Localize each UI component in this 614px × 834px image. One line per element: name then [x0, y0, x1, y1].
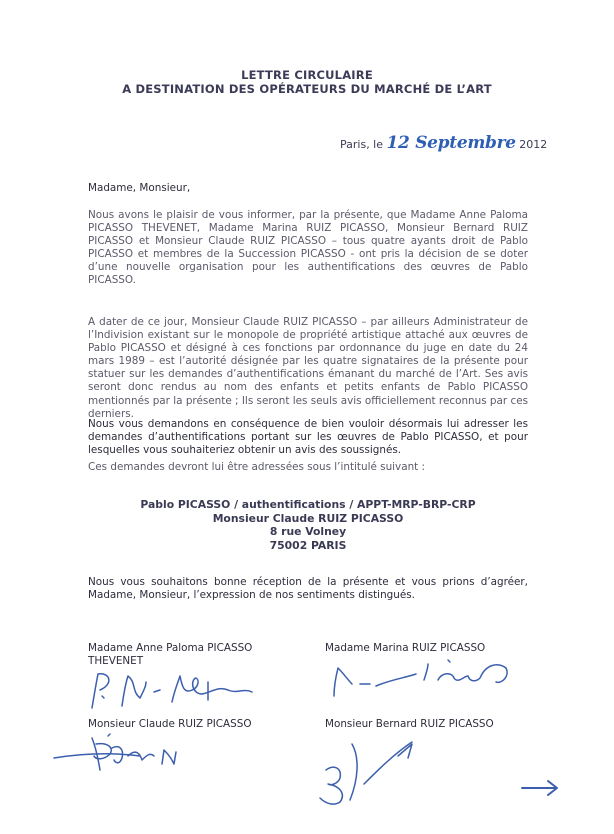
signature-bernard — [300, 728, 450, 808]
letter-title-line1: LETTRE CIRCULAIRE — [241, 68, 373, 82]
paragraph-heading-intro: Ces demandes devront lui être adressées sous l’intitulé suivant : — [88, 461, 426, 473]
address-line4: 75002 PARIS — [269, 538, 347, 552]
signatory-name-marina: Madame Marina RUIZ PICASSO — [325, 642, 486, 654]
arrow-right-icon — [520, 778, 560, 798]
handwritten-date: 12 Septembre — [386, 133, 516, 153]
address-line1: Pablo PICASSO / authentifications / APPT-MRP-BRP-CRP — [140, 498, 476, 511]
signatory-name-bernard: Monsieur Bernard RUIZ PICASSO — [325, 718, 494, 730]
paragraph-intro: Nous avons le plaisir de vous informer, par la présente, que Madame Anne Paloma PICASSO THEVENET, Madame Marina RUIZ PICASSO, Monsieur Bernard RUIZ PICASSO et Monsieur Claude RUIZ PICASSO – tous quatre ayants droit de Pablo PICASSO et membres de la Succession PICASSO - ont pris la décision de se doter d’une nouvelle organisation pour les authentifications des œuvres de Pablo PICASSO. — [88, 209, 528, 287]
signature-marina — [320, 654, 530, 702]
address-line2: Monsieur Claude RUIZ PICASSO — [212, 511, 404, 525]
paragraph-closing: Nous vous souhaitons bonne réception de la présente et vous prions d’agréer, Madame, Monsieur, l’expression de nos sentiments distingués. — [88, 576, 528, 602]
address-line3: 8 rue Volney — [269, 525, 347, 539]
signature-anne-paloma — [80, 668, 280, 714]
paragraph-request: Nous vous demandons en conséquence de bien vouloir désormais lui adresser les demandes d’authentifications portant sur les œuvres de Pablo PICASSO, et pour lesquelles vous souhaiteriez obtenir un avis des soussignés. — [88, 418, 528, 457]
date-prefix: Paris, le — [340, 138, 384, 151]
paragraph-authority: A dater de ce jour, Monsieur Claude RUIZ PICASSO – par ailleurs Administrateur de l’Indivision existant sur le monopole de propriété artistique attaché aux œuvres de Pablo PICASSO et désigné à ces fonctions par ordonnance du juge en date du 24 mars 1989 – est l’autorité désignée par les quatre signataires de la présente pour statuer sur les demandes d’authentifications émanant du marché de l’Art. Ses avis seront donc rendus au nom des enfants et petits enfants de Pablo PICASSO mentionnés par la présente ; Ils seront les seuls avis officiellement reconnus par ces derniers. — [88, 316, 528, 420]
address-block — [88, 498, 528, 552]
signature-claude — [50, 730, 210, 778]
salutation: Madame, Monsieur, — [88, 182, 191, 194]
date-line — [340, 133, 547, 153]
date-year: 2012 — [519, 138, 548, 151]
signatory-name-claude: Monsieur Claude RUIZ PICASSO — [88, 718, 252, 730]
letter-title-line2: A DESTINATION DES OPÉRATEURS DU MARCHÉ DE L’ART — [122, 82, 492, 96]
signatory-name-anne-paloma: Madame Anne Paloma PICASSO THEVENET — [88, 642, 253, 667]
